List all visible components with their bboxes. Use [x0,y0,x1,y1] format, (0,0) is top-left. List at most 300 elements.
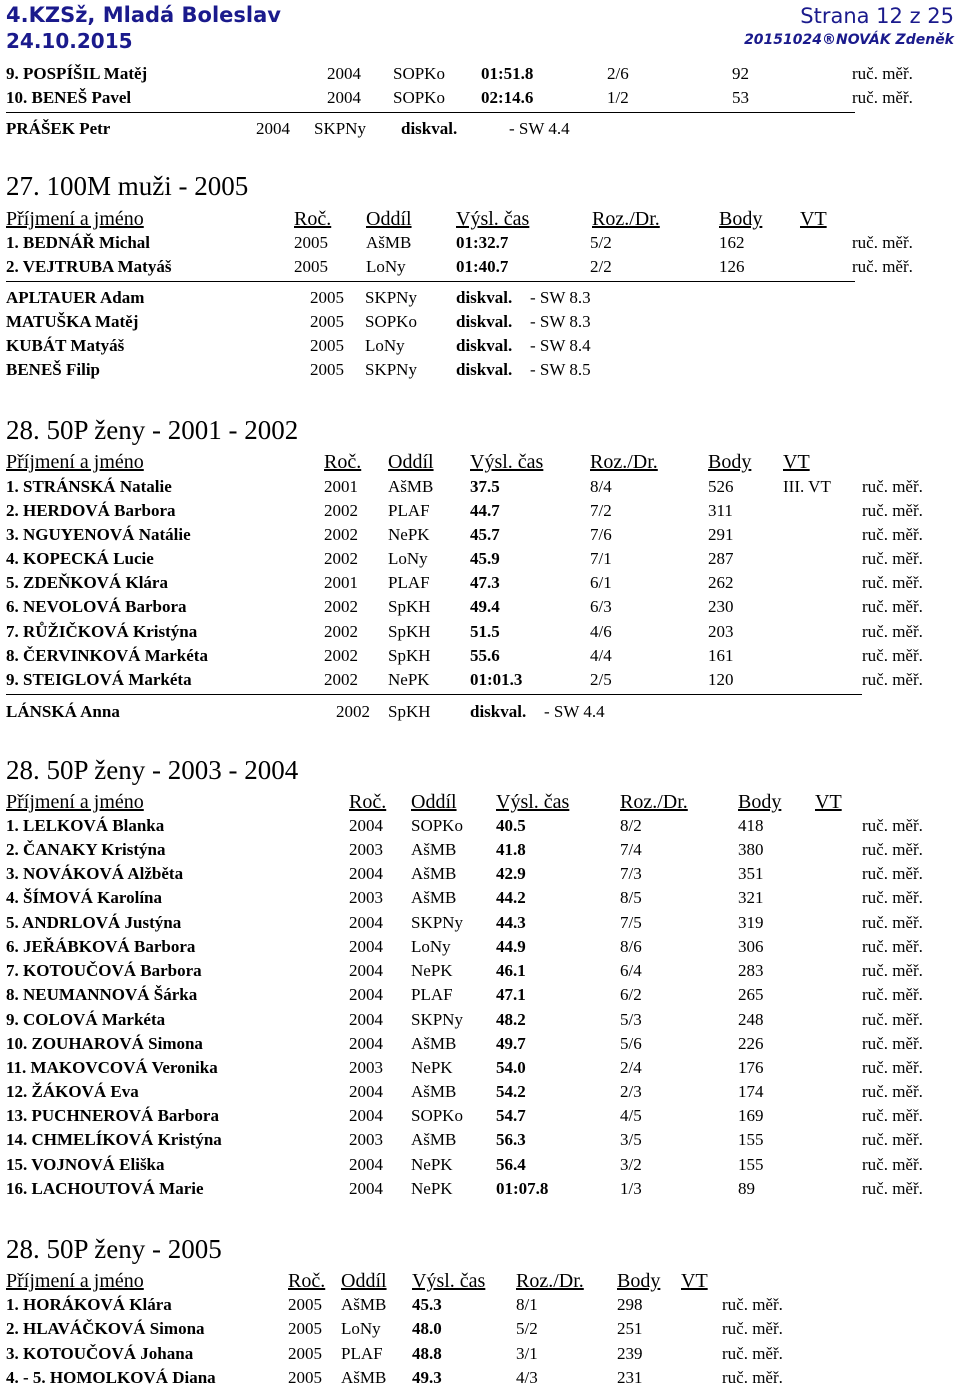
points: 298 [617,1295,643,1314]
points: 262 [708,573,734,592]
club: PLAF [388,501,430,520]
table-row [6,476,960,498]
birth-year: 2005 [310,336,344,355]
club: AšMB [341,1368,387,1387]
birth-year: 2005 [310,288,344,307]
header-class: VT [800,208,827,230]
points: 155 [738,1155,764,1174]
event-title: 28. 50P ženy - 2001 - 2002 [6,415,299,445]
club: SOPKo [393,88,445,107]
header-class: VT [815,791,842,813]
athlete-name: 16. LACHOUTOVÁ Marie [6,1179,204,1198]
heat-lane: 6/4 [620,961,642,980]
points: 155 [738,1130,764,1149]
birth-year: 2004 [349,816,383,835]
athlete-name: 2. HLAVÁČKOVÁ Simona [6,1319,205,1338]
athlete-name: 10. ZOUHAROVÁ Simona [6,1034,203,1053]
club: PLAF [411,985,453,1004]
club: SKPNy [314,119,366,138]
heat-lane: 4/6 [590,622,612,641]
performance-class: ruč. měř. [852,88,913,107]
club: SKPNy [365,288,417,307]
club: AšMB [411,1130,457,1149]
header-heat: Roz./Dr. [620,791,688,813]
result-time: 01:51.8 [481,64,534,83]
result-time: 01:40.7 [456,257,509,276]
header-name: Příjmení a jméno [6,1270,144,1292]
table-row [6,256,960,278]
club: AšMB [411,1082,457,1101]
heat-lane: 6/3 [590,597,612,616]
birth-year: 2004 [349,1179,383,1198]
points: 126 [719,257,745,276]
header-right [744,2,954,50]
table-row [6,839,960,861]
birth-year: 2004 [327,64,361,83]
athlete-name: LÁNSKÁ Anna [6,702,120,721]
heat-lane: 4/4 [590,646,612,665]
header-time: Výsl. čas [496,791,570,813]
club: NePK [411,1155,453,1174]
table-row [6,1033,960,1055]
points: 306 [738,937,764,956]
athlete-name: 15. VOJNOVÁ Eliška [6,1155,165,1174]
birth-year: 2002 [324,501,358,520]
points: 291 [708,525,734,544]
athlete-name: 1. HORÁKOVÁ Klára [6,1295,172,1314]
club: AšMB [388,477,434,496]
athlete-name: 2. ČANAKY Kristýna [6,840,166,859]
timing-note: ruč. měř. [862,1179,923,1198]
result-time: 54.0 [496,1058,526,1077]
result-time: 40.5 [496,816,526,835]
club: NePK [388,525,430,544]
table-row [6,524,960,546]
athlete-name: 4. KOPECKÁ Lucie [6,549,154,568]
birth-year: 2002 [324,670,358,689]
heat-lane: 2/6 [607,64,629,83]
table-row [6,335,960,357]
heat-lane: 8/1 [516,1295,538,1314]
table-row [6,1057,960,1079]
header-club: Oddíl [366,208,412,230]
points: 161 [708,646,734,665]
table-row [6,1294,960,1316]
result-time: 01:32.7 [456,233,509,252]
club: AšMB [411,1034,457,1053]
result-time: 37.5 [470,477,500,496]
birth-year: 2005 [294,257,328,276]
heat-lane: 2/3 [620,1082,642,1101]
club: AšMB [341,1295,387,1314]
row-divider [6,112,855,113]
points: 89 [738,1179,755,1198]
timing-note: ruč. měř. [862,1082,923,1101]
table-row [6,87,960,109]
table-row [6,500,960,522]
athlete-name: 9. COLOVÁ Markéta [6,1010,166,1029]
heat-lane: 7/1 [590,549,612,568]
club: PLAF [388,573,430,592]
heat-lane: 3/2 [620,1155,642,1174]
athlete-name: 1. STRÁNSKÁ Natalie [6,477,172,496]
points: 248 [738,1010,764,1029]
result-time: 48.0 [412,1319,442,1338]
result-time: 02:14.6 [481,88,534,107]
birth-year: 2002 [324,622,358,641]
timing-note: ruč. měř. [862,597,923,616]
table-row [6,1081,960,1103]
header-left [6,2,281,54]
club: AšMB [411,888,457,907]
table-row [6,548,960,570]
header-heat: Roz./Dr. [516,1270,584,1292]
birth-year: 2005 [288,1344,322,1363]
timing-note: ruč. měř. [862,501,923,520]
points: 239 [617,1344,643,1363]
birth-year: 2005 [288,1368,322,1387]
result-time: 48.2 [496,1010,526,1029]
points: 321 [738,888,764,907]
timing-note: ruč. měř. [862,864,923,883]
points: 162 [719,233,745,252]
heat-lane: 5/2 [516,1319,538,1338]
points: 311 [708,501,733,520]
club: SpKH [388,646,431,665]
result-time: 45.9 [470,549,500,568]
table-row [6,572,960,594]
heat-lane: 8/4 [590,477,612,496]
athlete-name: MATUŠKA Matěj [6,312,139,331]
athlete-name: 5. ANDRLOVÁ Justýna [6,913,182,932]
heat-lane: 6/1 [590,573,612,592]
header-year: Roč. [294,208,332,230]
athlete-name: 7. KOTOUČOVÁ Barbora [6,961,202,980]
header-club: Oddíl [411,791,457,813]
event-title: 28. 50P ženy - 2003 - 2004 [6,755,299,785]
result-time: 44.2 [496,888,526,907]
header-year: Roč. [324,451,362,473]
table-row [6,63,960,85]
table-row [6,232,960,254]
birth-year: 2005 [310,312,344,331]
points: 53 [732,88,749,107]
result-time: 45.7 [470,525,500,544]
result-time: diskval. [401,119,458,138]
row-divider [6,281,855,282]
result-time: 54.2 [496,1082,526,1101]
athlete-name: 13. PUCHNEROVÁ Barbora [6,1106,219,1125]
points: 226 [738,1034,764,1053]
result-time: diskval. [456,360,513,379]
result-time: 49.3 [412,1368,442,1387]
club: NePK [388,670,430,689]
club: AšMB [411,864,457,883]
athlete-name: 1. BEDNÁŘ Michal [6,233,151,252]
heat-lane: 5/6 [620,1034,642,1053]
timing-note: ruč. měř. [862,646,923,665]
points: 176 [738,1058,764,1077]
result-time: diskval. [470,702,527,721]
performance-class: ruč. měř. [852,64,913,83]
points: 120 [708,670,734,689]
athlete-name: KUBÁT Matyáš [6,336,125,355]
heat-lane: 7/5 [620,913,642,932]
points: 265 [738,985,764,1004]
header-time: Výsl. čas [456,208,530,230]
athlete-name: 5. ZDEŇKOVÁ Klára [6,573,168,592]
heat-lane: - SW 8.4 [530,336,591,355]
result-time: 51.5 [470,622,500,641]
result-time: diskval. [456,288,513,307]
birth-year: 2005 [294,233,328,252]
table-row [6,912,960,934]
result-time: 44.9 [496,937,526,956]
column-header-row [0,449,960,475]
table-row [6,1154,960,1176]
result-time: 49.7 [496,1034,526,1053]
birth-year: 2004 [349,1010,383,1029]
table-row [6,669,960,691]
club: SKPNy [411,913,463,932]
club: AšMB [411,840,457,859]
heat-lane: - SW 8.3 [530,288,591,307]
heat-lane: 3/1 [516,1344,538,1363]
heat-lane: 2/2 [590,257,612,276]
result-time: 55.6 [470,646,500,665]
column-header-row [0,789,960,815]
timing-note: ruč. měř. [862,622,923,641]
header-points: Body [738,791,782,813]
table-row [6,596,960,618]
result-time: 46.1 [496,961,526,980]
club: NePK [411,961,453,980]
heat-lane: 6/2 [620,985,642,1004]
points: 203 [708,622,734,641]
event-name: 4.KZSž, Mladá Boleslav [6,3,281,27]
heat-lane: 7/4 [620,840,642,859]
header-year: Roč. [288,1270,326,1292]
birth-year: 2003 [349,840,383,859]
timing-note: ruč. měř. [862,840,923,859]
club: SOPKo [411,816,463,835]
header-class: VT [681,1270,708,1292]
points: 319 [738,913,764,932]
table-row [6,863,960,885]
birth-year: 2005 [288,1295,322,1314]
timing-note: ruč. měř. [722,1368,783,1387]
heat-lane: 2/4 [620,1058,642,1077]
points: 287 [708,549,734,568]
points: 351 [738,864,764,883]
birth-year: 2003 [349,888,383,907]
header-time: Výsl. čas [412,1270,486,1292]
club: LoNy [365,336,405,355]
table-row [6,287,960,309]
athlete-name: 6. JEŘÁBKOVÁ Barbora [6,937,196,956]
author-stamp: 20151024®NOVÁK Zdeněk [744,32,954,48]
birth-year: 2002 [324,549,358,568]
result-time: 56.3 [496,1130,526,1149]
birth-year: 2002 [336,702,370,721]
header-points: Body [719,208,763,230]
column-header-row [0,1268,960,1294]
timing-note: ruč. měř. [862,985,923,1004]
athlete-name: 11. MAKOVCOVÁ Veronika [6,1058,218,1077]
result-time: 44.7 [470,501,500,520]
heat-lane: 5/3 [620,1010,642,1029]
header-heat: Roz./Dr. [590,451,658,473]
timing-note: ruč. měř. [722,1295,783,1314]
table-row [6,645,960,667]
timing-note: ruč. měř. [862,816,923,835]
birth-year: 2004 [349,985,383,1004]
athlete-name: 4. ŠÍMOVÁ Karolína [6,888,163,907]
heat-lane: 2/5 [590,670,612,689]
heat-lane: 1/3 [620,1179,642,1198]
club: SpKH [388,702,431,721]
points: 380 [738,840,764,859]
heat-lane: 5/2 [590,233,612,252]
table-row [6,960,960,982]
result-time: 01:07.8 [496,1179,549,1198]
timing-note: ruč. měř. [862,888,923,907]
result-time: diskval. [456,312,513,331]
result-time: 56.4 [496,1155,526,1174]
timing-note: ruč. měř. [852,233,913,252]
timing-note: ruč. měř. [862,1058,923,1077]
result-time: 47.1 [496,985,526,1004]
birth-year: 2004 [349,864,383,883]
header-club: Oddíl [388,451,434,473]
club: SKPNy [411,1010,463,1029]
table-row [6,815,960,837]
table-row [6,118,960,140]
birth-year: 2004 [349,1155,383,1174]
table-row [6,621,960,643]
club: SKPNy [365,360,417,379]
club: AšMB [366,233,412,252]
birth-year: 2004 [349,937,383,956]
heat-lane: 3/5 [620,1130,642,1149]
heat-lane: 8/2 [620,816,642,835]
table-row [6,359,960,381]
birth-year: 2004 [349,961,383,980]
heat-lane: 8/5 [620,888,642,907]
athlete-name: 1. LELKOVÁ Blanka [6,816,165,835]
club: SOPKo [411,1106,463,1125]
event-date: 24.10.2015 [6,29,133,53]
athlete-name: 9. POSPÍŠIL Matěj [6,64,148,83]
club: LoNy [411,937,451,956]
birth-year: 2003 [349,1058,383,1077]
athlete-name: 10. BENEŠ Pavel [6,88,132,107]
heat-lane: 7/6 [590,525,612,544]
birth-year: 2002 [324,597,358,616]
points: 169 [738,1106,764,1125]
club: LoNy [388,549,428,568]
heat-lane: - SW 8.3 [530,312,591,331]
timing-note: ruč. měř. [722,1344,783,1363]
result-time: 47.3 [470,573,500,592]
athlete-name: 4. - 5. HOMOLKOVÁ Diana [6,1368,216,1387]
timing-note: ruč. měř. [862,1155,923,1174]
timing-note: ruč. měř. [862,549,923,568]
timing-note: ruč. měř. [852,257,913,276]
club: LoNy [366,257,406,276]
club: SOPKo [393,64,445,83]
athlete-name: 6. NEVOLOVÁ Barbora [6,597,187,616]
athlete-name: 12. ŽÁKOVÁ Eva [6,1082,139,1101]
heat-lane: - SW 8.5 [530,360,591,379]
performance-class: III. VT [783,477,831,496]
points: 526 [708,477,734,496]
header-heat: Roz./Dr. [592,208,660,230]
athlete-name: 3. NGUYENOVÁ Natálie [6,525,191,544]
row-divider [6,694,862,695]
athlete-name: 7. RŮŽIČKOVÁ Kristýna [6,622,198,641]
athlete-name: APLTAUER Adam [6,288,145,307]
header-class: VT [783,451,810,473]
club: LoNy [341,1319,381,1338]
points: 231 [617,1368,643,1387]
heat-lane: - SW 4.4 [544,702,605,721]
birth-year: 2005 [288,1319,322,1338]
athlete-name: 8. NEUMANNOVÁ Šárka [6,985,198,1004]
athlete-name: 3. KOTOUČOVÁ Johana [6,1344,194,1363]
heat-lane: - SW 4.4 [509,119,570,138]
birth-year: 2004 [349,1082,383,1101]
timing-note: ruč. měř. [862,477,923,496]
table-row [6,311,960,333]
athlete-name: BENEŠ Filip [6,360,101,379]
result-time: diskval. [456,336,513,355]
result-time: 01:01.3 [470,670,523,689]
birth-year: 2003 [349,1130,383,1149]
header-name: Příjmení a jméno [6,791,144,813]
timing-note: ruč. měř. [862,573,923,592]
heat-lane: 4/5 [620,1106,642,1125]
timing-note: ruč. měř. [862,961,923,980]
birth-year: 2004 [327,88,361,107]
result-time: 41.8 [496,840,526,859]
event-title: 27. 100M muži - 2005 [6,171,249,201]
points: 418 [738,816,764,835]
header-time: Výsl. čas [470,451,544,473]
points: 92 [732,64,749,83]
header-club: Oddíl [341,1270,387,1292]
birth-year: 2002 [324,646,358,665]
table-row [6,1105,960,1127]
athlete-name: 3. NOVÁKOVÁ Alžběta [6,864,184,883]
club: NePK [411,1179,453,1198]
table-row [6,936,960,958]
birth-year: 2001 [324,477,358,496]
table-row [6,984,960,1006]
timing-note: ruč. měř. [722,1319,783,1338]
points: 230 [708,597,734,616]
table-row [6,1318,960,1340]
birth-year: 2001 [324,573,358,592]
header-points: Body [708,451,752,473]
column-header-row [0,206,960,232]
table-row [6,1343,960,1365]
birth-year: 2004 [349,913,383,932]
timing-note: ruč. měř. [862,670,923,689]
timing-note: ruč. měř. [862,1010,923,1029]
header-points: Body [617,1270,661,1292]
birth-year: 2004 [256,119,290,138]
